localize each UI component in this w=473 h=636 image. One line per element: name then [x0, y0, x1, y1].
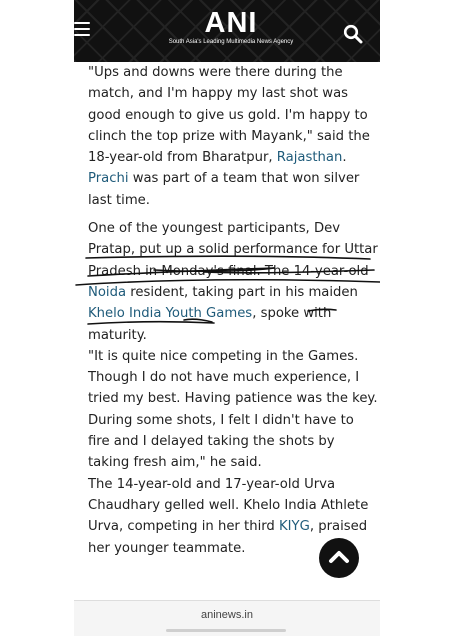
article-text: , spoke with maturity. — [88, 306, 332, 343]
article-text: "It is quite nice competing in the Games. Though I do not have much experience, I tried my best. Having patience was the key. During some shots, I felt I didn't have to fire and I delayed taking the shots by taking fresh aim," he said. — [88, 348, 378, 471]
home-indicator — [166, 629, 286, 632]
article-text: was part of a team that won silver last time. — [88, 171, 360, 208]
article-link[interactable]: Prachi — [88, 171, 129, 187]
site-header — [74, 0, 380, 62]
scroll-top-button[interactable] — [319, 538, 359, 578]
browser-footer — [74, 600, 380, 636]
article-text: One of the youngest participants, Dev Pratap, put up a solid performance for Uttar Pradesh in Monday's final. The 14-year-old — [88, 221, 378, 279]
article-link[interactable]: Rajasthan — [276, 150, 343, 166]
article-paragraph — [88, 346, 378, 474]
article-text: "Ups and downs were there during the match, and I'm happy my last shot was good enough to give us gold. I'm happy to clinch the top prize with Mayank," said the 18-year-old from Bharatpur, — [88, 65, 370, 166]
article-link[interactable]: KIYG — [279, 519, 310, 535]
article-text: , praised her younger teammate. — [88, 519, 368, 556]
article-text: . — [342, 150, 347, 166]
hamburger-icon[interactable] — [74, 22, 90, 38]
page-url[interactable]: aninews.in — [201, 609, 253, 621]
search-icon[interactable] — [343, 24, 363, 44]
paragraph-gap — [88, 211, 378, 218]
mobile-page — [74, 0, 380, 636]
chevron-up-icon — [319, 538, 359, 578]
logo-text: ANI — [204, 7, 258, 39]
article-link[interactable]: Noida — [88, 284, 127, 300]
article-paragraph — [88, 218, 378, 346]
article-link[interactable]: Khelo India Youth Games — [88, 306, 253, 322]
article-paragraph — [88, 62, 378, 211]
site-logo[interactable] — [156, 8, 306, 46]
article-text: The 14-year-old and 17-year-old Urva Chaudhary gelled well. Khelo India Athlete Urva, competing in her third — [88, 476, 369, 535]
logo-tagline: South Asia's Leading Multimedia News Agency — [168, 39, 294, 45]
article-body — [88, 62, 378, 559]
article-text: resident, taking part in his maiden — [126, 284, 358, 300]
